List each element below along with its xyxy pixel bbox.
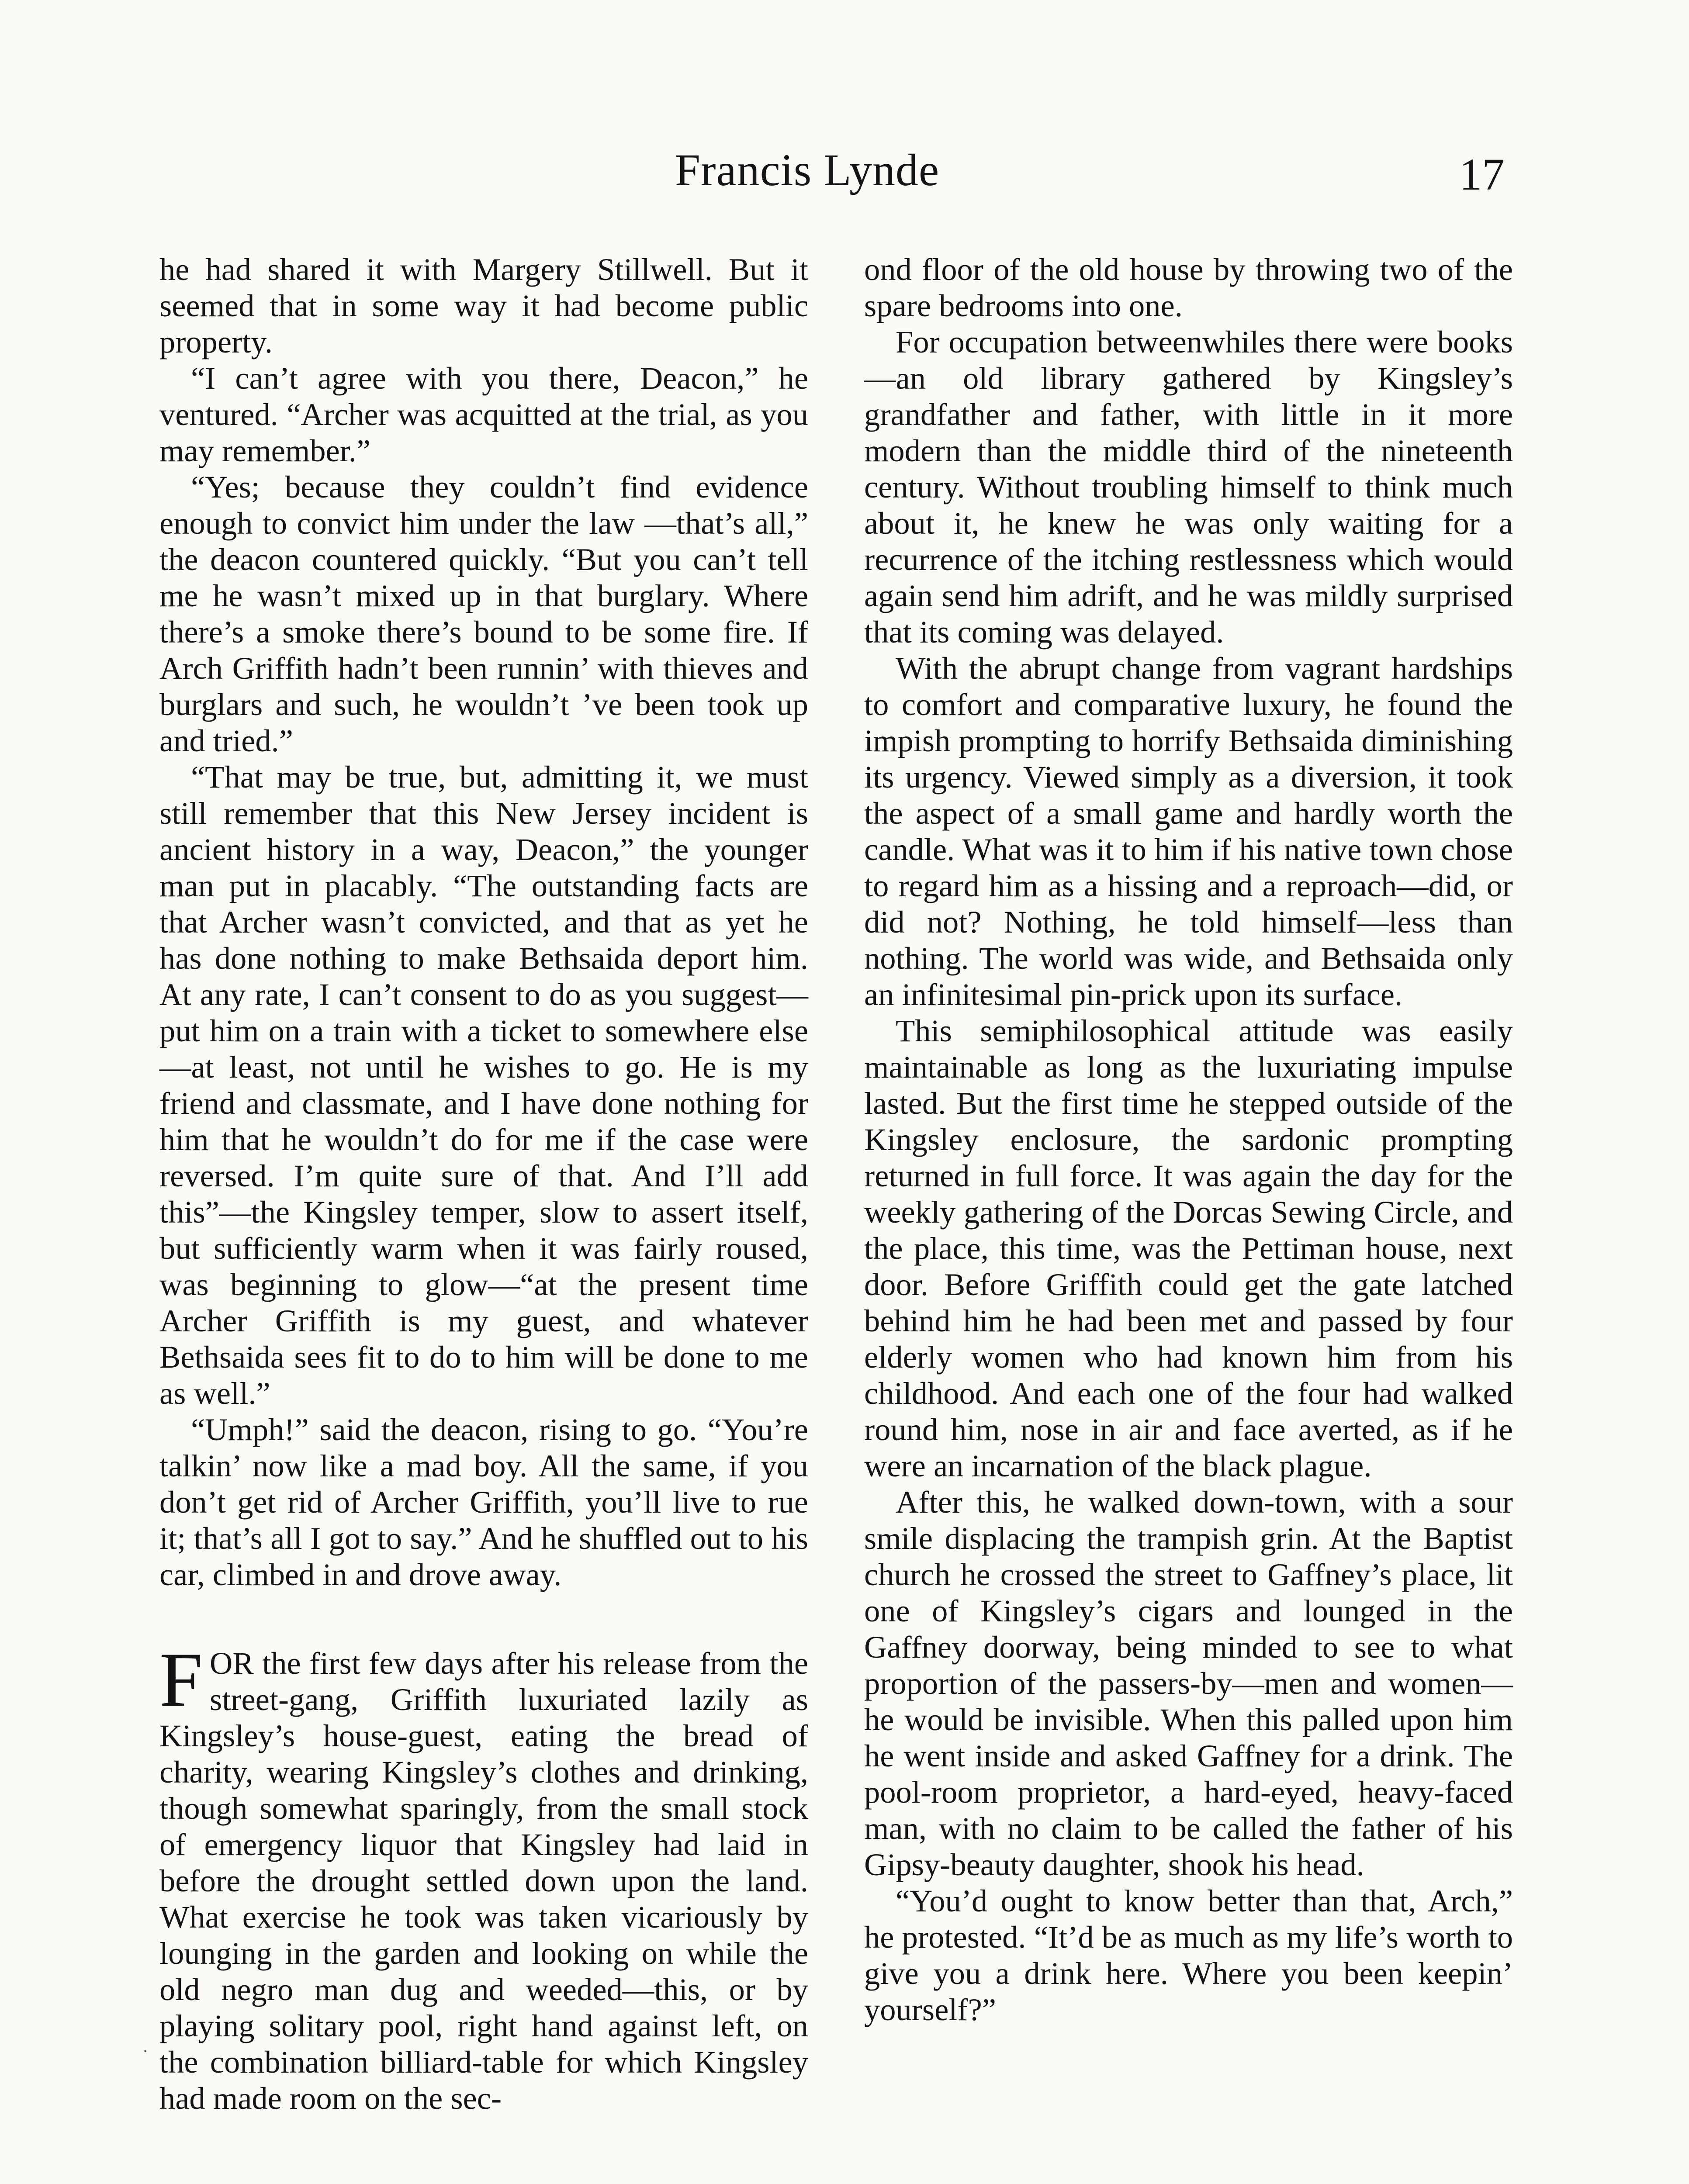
paragraph: With the abrupt change from vagrant hardships to comfort and comparative luxury, he found the impish prompting to horrify Bethsaida diminishing its urgency. Viewed simply as a diversion, it took the aspect of a small game and hardly worth the candle. What was it to him if his native town chose to regard him as a hissing and a reproach—did, or did not? Nothing, he told himself—less than nothing. The world was wide, and Bethsaida only an infinitesimal pin-prick upon its surface. — [864, 650, 1513, 1012]
running-head — [0, 144, 1689, 218]
paragraph: “You’d ought to know better than that, Arch,” he protested. “It’d be as much as my life’s worth to give you a drink here. Where you been keepin’ yourself?” — [864, 1883, 1513, 2027]
paragraph: “That may be true, but, admitting it, we must still remember that this New Jersey incident is ancient history in a way, Deacon,” the younger man put in placably. “The outstanding facts are that Archer wasn’t convicted, and that as yet he has done nothing to make Bethsaida deport him. At any rate, I can’t consent to do as you suggest—put him on a train with a ticket to somewhere else—at least, not until he wishes to go. He is my friend and classmate, and I have done nothing for him that he wouldn’t do for me if the case were reversed. I’m quite sure of that. And I’ll add this”—the Kingsley temper, slow to assert itself, but sufficiently warm when it was fairly roused, was beginning to glow—“at the present time Archer Griffith is my guest, and whatever Bethsaida sees fit to do to him will be done to me as well.” — [159, 759, 808, 1411]
paragraph: “Umph!” said the deacon, rising to go. “You’re talkin’ now like a mad boy. All the same, if you don’t get rid of Archer Griffith, you’ll live to rue it; that’s all I got to say.” And he shuffled out to his car, climbed in and drove away. — [159, 1412, 808, 1592]
paragraph: After this, he walked down-town, with a sour smile displacing the trampish grin. At the Baptist church he crossed the street to Gaffney’s place, lit one of Kingsley’s cigars and lounged in the Gaffney doorway, being minded to see to what proportion of the passers-by—men and women—he would be invisible. When this palled upon him he went inside and asked Gaffney for a drink. The pool-room proprietor, a hard-eyed, heavy-faced man, with no claim to be called the father of his Gipsy-beauty daughter, shook his head. — [864, 1484, 1513, 1882]
paragraph: he had shared it with Margery Stillwell. But it seemed that in some way it had become public property. — [159, 252, 808, 359]
page-title: Francis Lynde — [675, 145, 940, 195]
left-column — [159, 251, 808, 2116]
paragraph: This semiphilosophical attitude was easily maintainable as long as the luxuriating impulse lasted. But the first time he stepped outside of the Kingsley enclosure, the sardonic prompting returned in full force. It was again the day for the weekly gathering of the Dorcas Sewing Circle, and the place, this time, was the Pettiman house, next door. Before Griffith could get the gate latched behind him he had been met and passed by four elderly women who had known him from his childhood. And each one of the four had walked round him, nose in air and face averted, as if he were an incarnation of the black plague. — [864, 1013, 1513, 1483]
paragraph: “Yes; because they couldn’t find evidence enough to convict him under the law —that’s all,” the deacon countered quickly. “But you can’t tell me he wasn’t mixed up in that burglary. Where there’s a smoke there’s bound to be some fire. If Arch Griffith hadn’t been runnin’ with thieves and burglars and such, he wouldn’t ’ve been took up and tried.” — [159, 469, 808, 758]
paragraph: For occupation betweenwhiles there were books—an old library gathered by Kingsley’s grandfather and father, with little in it more modern than the middle third of the nineteenth century. Without troubling himself to think much about it, he knew he was only waiting for a recurrence of the itching restlessness which would again send him adrift, and he was mildly surprised that its coming was delayed. — [864, 324, 1513, 650]
drop-cap-letter: F — [159, 1636, 203, 1723]
right-column — [864, 251, 1513, 2028]
paragraph: ond floor of the old house by throwing two of the spare bedrooms into one. — [864, 252, 1513, 323]
section-break — [159, 1593, 808, 1645]
margin-mark: · — [142, 2041, 149, 2061]
drop-cap-first-word: OR — [210, 1645, 254, 1681]
drop-cap-paragraph — [159, 1636, 808, 2116]
drop-cap-paragraph-text: the first few days after his release from the street-gang, Griffith luxuriated lazily as Kingsley’s house-guest, eating the bread of charity, wearing Kingsley’s clothes and drinking, though somewhat sparingly, from the small stock of emergency liquor that Kingsley had laid in before the drought settled down upon the land. What exercise he took was taken vicariously by lounging in the garden and looking on while the old negro man dug and weeded—this, or by playing solitary pool, right hand against left, on the combination billiard-table for which Kingsley had made room on the sec- — [159, 1645, 808, 2116]
page-number: 17 — [1459, 149, 1505, 200]
paragraph: “I can’t agree with you there, Deacon,” he ventured. “Archer was acquitted at the trial, as you may remember.” — [159, 360, 808, 468]
